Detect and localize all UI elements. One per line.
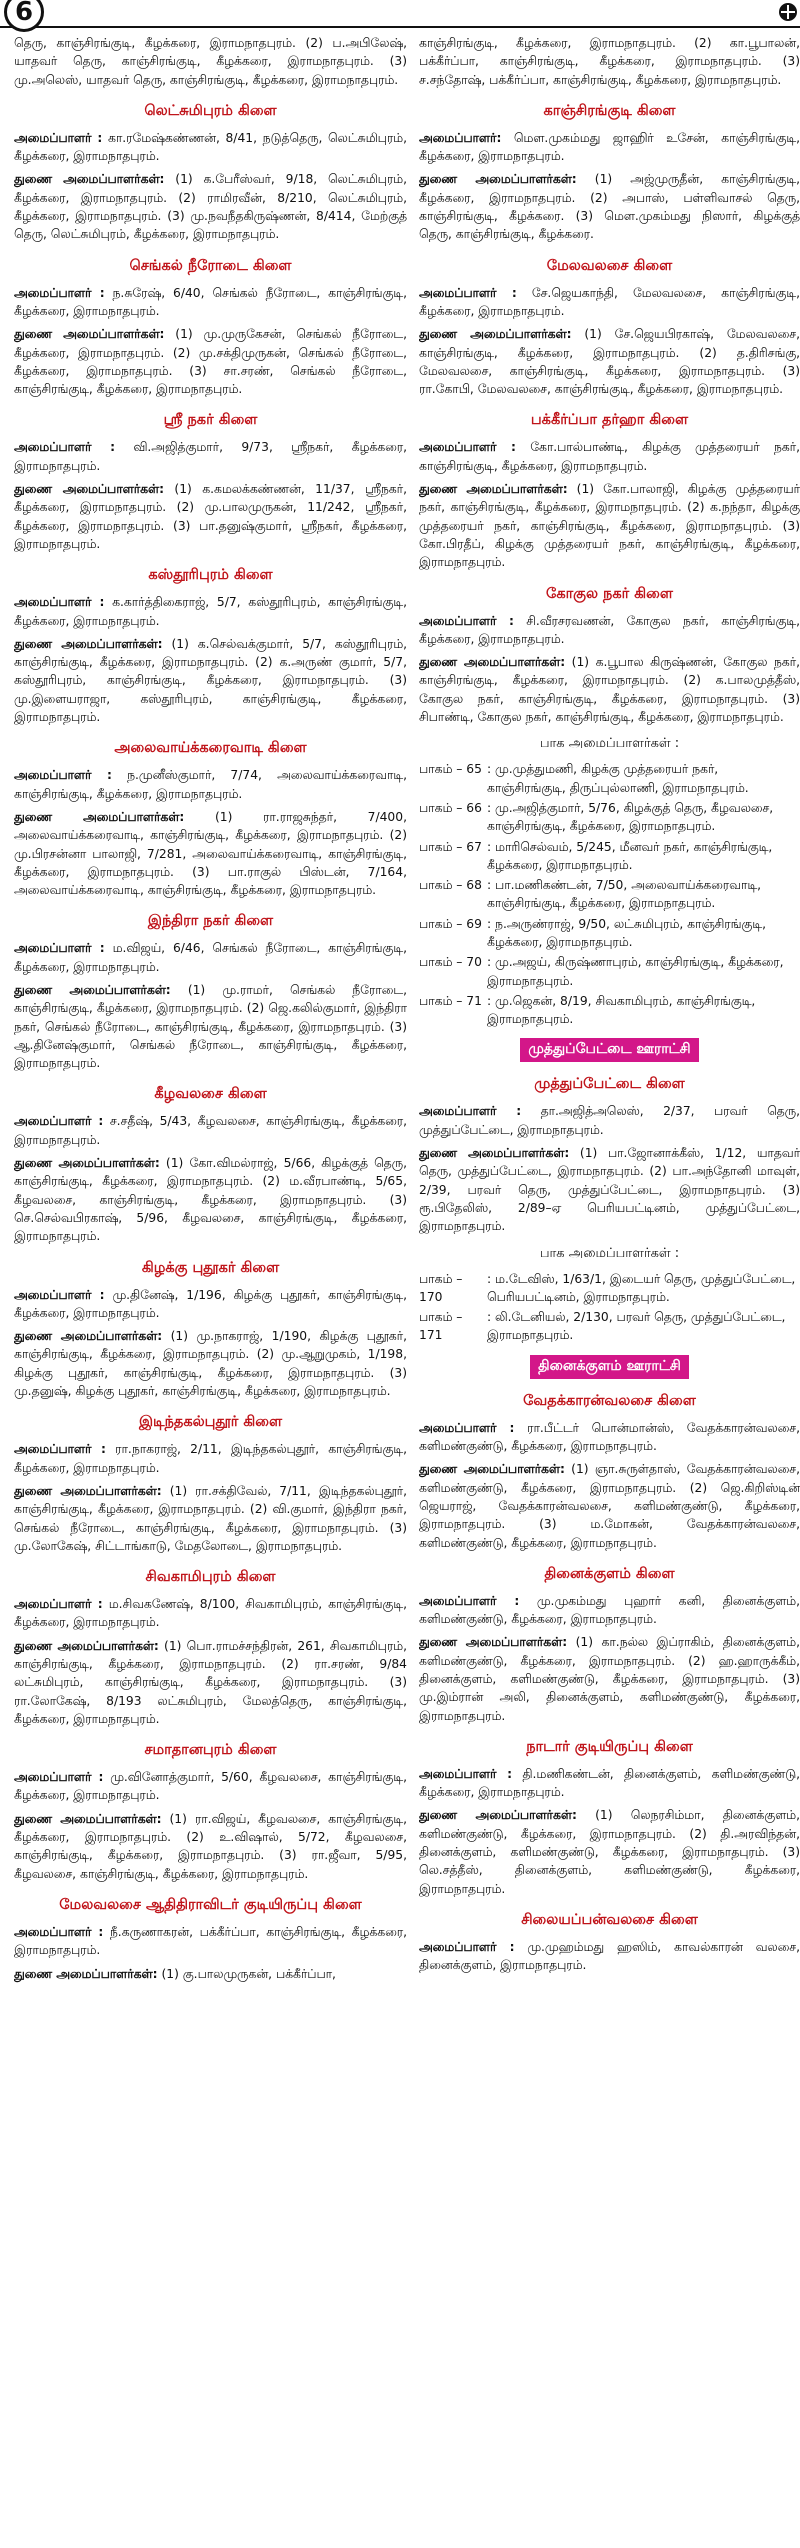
role-label: அமைப்பாளர் : [419, 613, 514, 628]
role-label: துணை அமைப்பாளர்கள்: [419, 1146, 570, 1161]
left-column [14, 34, 407, 2548]
member-text: ம.விஜய், 6/46, செங்கல் நீரோடை, காஞ்சிரங்குடி, கீழக்கரை, இராமநாதபுரம். [14, 941, 407, 974]
member-paragraph [419, 1938, 800, 1975]
member-text: (1) ரா.ராஜசுந்தர், 7/400, அலைவாய்க்கரைவாடி, காஞ்சிரங்குடி, கீழக்கரை, இராமநாதபுரம். (2) மு.பிரசன்னா பாலாஜி, 7/281, அலைவாய்க்கரைவாடி, காஞ்சிரங்குடி, கீழக்கரை, இராமநாதபுரம். (3) பா.ராகுல் பிஸ்டன், 7/164, அலைவாய்க்கரைவாடி, காஞ்சிரங்குடி, கீழக்கரை, இராமநாதபுரம். [14, 809, 407, 898]
member-text: (1) ஞா.சுருள்தாஸ், வேதக்காரன்வலசை, களிமண்குண்டு, கீழக்கரை, இராமநாதபுரம். (2) ஜெ.கிறிஸ்டின் ஜெயராஜ், வேதக்காரன்வலசை, களிமண்குண்டு, கீழக்கரை, இராமநாதபுரம். (3) ம.மோகன், வேதக்காரன்வலசை, களிமண்குண்டு, கீழக்கரை, இராமநாதபுரம். [419, 1462, 800, 1550]
member-text: ந.முனீஸ்குமார், 7/74, அலைவாய்க்கரைவாடி, காஞ்சிரங்குடி, கீழக்கரை, இராமநாதபுரம். [14, 768, 407, 801]
member-paragraph [419, 1460, 800, 1551]
member-text: மௌ.முகம்மது ஜாஹிர் உசேன், காஞ்சிரங்குடி, கீழக்கரை, இராமநாதபுரம். [419, 130, 800, 164]
page-number: 6 [4, 0, 44, 32]
member-paragraph [14, 808, 407, 899]
branch-heading: சிவகாமிபுரம் கிளை [145, 1569, 276, 1586]
member-paragraph [14, 1637, 407, 1728]
role-label: அமைப்பாளர் : [419, 1766, 513, 1781]
member-paragraph [14, 1286, 407, 1323]
booth-organizer: : ந.அருண்ராஜ், 9/50, லட்சுமிபுரம், காஞ்சிரங்குடி, கீழக்கரை, இராமநாதபுரம். [487, 916, 766, 949]
role-label: அமைப்பாளர் : [419, 1104, 522, 1119]
member-text: ரா.நாகராஜ், 2/11, இடிந்தகல்புதூர், காஞ்சிரங்குடி, கீழக்கரை, இராமநாதபுரம். [14, 1442, 407, 1475]
member-paragraph [14, 1595, 407, 1632]
booth-label: பாகம் – 170 [419, 1271, 463, 1304]
branch-heading: ஸ்ரீ நகர் கிளை [163, 412, 258, 429]
role-label: துணை அமைப்பாளர்கள்: [14, 636, 163, 651]
member-paragraph [14, 766, 407, 803]
booth-row [419, 876, 800, 913]
member-paragraph [419, 170, 800, 243]
page-header [0, 0, 800, 28]
panchayat-banner: முத்துப்பேட்டை ஊராட்சி [520, 1038, 698, 1062]
member-text: கா.ரமேஷ்கண்ணன், 8/41, நடுத்தெரு, லெட்சுமிபுரம், கீழக்கரை, இராமநாதபுரம். [14, 130, 407, 164]
member-text: (1) க.கமலக்கண்ணன், 11/37, ஸ்ரீநகர், கீழக்கரை, இராமநாதபுரம். (2) மு.பாலமுருகன், 11/242, ஸ்ரீநகர், கீழக்கரை, இராமநாதபுரம். (3) பா.தனுஷ்குமார், ஸ்ரீநகர், கீழக்கரை, இராமநாதபுரம். [14, 482, 407, 551]
booth-organizer: : லி.டேனியல், 2/130, பரவர் தெரு, முத்துப்பேட்டை, இராமநாதபுரம். [487, 1310, 786, 1343]
branch-heading: செங்கல் நீரோடை கிளை [129, 257, 292, 274]
role-label: அமைப்பாளர் : [14, 1287, 105, 1302]
member-paragraph [14, 593, 407, 630]
booth-row [419, 992, 800, 1029]
branch-heading: சமாதானபுரம் கிளை [144, 1742, 277, 1759]
member-paragraph [14, 480, 407, 553]
role-label: துணை அமைப்பாளர்கள்: [14, 1156, 160, 1171]
booth-label: பாகம் – 65 [419, 762, 482, 777]
member-text: (1) கு.பாலமுருகன், பக்கீர்ப்பா, [157, 1966, 336, 1981]
member-text: சே.ஜெயகாந்தி, மேலவலசை, காஞ்சிரங்குடி, கீழக்கரை, இராமநாதபுரம். [419, 285, 800, 318]
role-label: அமைப்பாளர் : [14, 595, 105, 610]
member-text: (1) பா.ஜோனாக்கீஸ், 1/12, யாதவர் தெரு, முத்துப்பேட்டை, இராமநாதபுரம். (2) பா.அந்தோனி மாவுள், 2/39, பரவர் தெரு, முத்துப்பேட்டை, இராமநாதபுரம். (3) ரூ.பிதேலிஸ், 2/89–ஏ பெரியபட்டினம், முத்துப்பேட்டை, இராமநாதபுரம். [419, 1146, 800, 1234]
booth-label: பாகம் – 70 [419, 955, 482, 970]
member-paragraph [14, 1965, 407, 1983]
booth-row [419, 915, 800, 952]
member-text: மு.தினேஷ், 1/196, கிழக்கு புதூகர், காஞ்சிரங்குடி, கீழக்கரை, இராமநாதபுரம். [14, 1287, 407, 1320]
role-label: அமைப்பாளர் : [14, 285, 105, 300]
member-paragraph [14, 325, 407, 398]
member-text: கோ.பால்பாண்டி, கிழக்கு முத்தரையர் நகர், காஞ்சிரங்குடி, கீழக்கரை, இராமநாதபுரம். [419, 440, 800, 473]
role-label: துணை அமைப்பாளர்கள்: [14, 1638, 159, 1653]
member-text: காஞ்சிரங்குடி, கீழக்கரை, இராமநாதபுரம். (2) கா.பூபாலன், பக்கீர்ப்பா, காஞ்சிரங்குடி, கீழக்கரை, இராமநாதபுரம். (3) ச.சந்தோஷ், பக்கீர்ப்பா, காஞ்சிரங்குடி, கீழக்கரை, இராமநாதபுரம். [419, 36, 800, 87]
booth-row [419, 953, 800, 990]
role-label: அமைப்பாளர் : [14, 1442, 106, 1457]
role-label: அமைப்பாளர் : [14, 130, 103, 145]
role-label: அமைப்பாளர் : [419, 1420, 515, 1435]
booth-organizer: : மாரிசெல்வம், 5/245, மீனவர் நகர், காஞ்சிரங்குடி, கீழக்கரை, இராமநாதபுரம். [487, 839, 773, 872]
booth-row [419, 760, 800, 797]
member-text: (1) கோ.பாலாஜி, கிழக்கு முத்தரையர் நகர், காஞ்சிரங்குடி, கீழக்கரை, இராமநாதபுரம். (2) க.நந்தா, கிழக்கு முத்தரையர் நகர், காஞ்சிரங்குடி, கீழக்கரை, இராமநாதபுரம். (3) கோ.பிரதீப், கிழக்கு முத்தரையர் நகர், காஞ்சிரங்குடி, கீழக்கரை, இராமநாதபுரம். [419, 482, 800, 570]
member-text: ச.சதீஷ், 5/43, கீழவலசை, காஞ்சிரங்குடி, கீழக்கரை, இராமநாதபுரம். [14, 1114, 407, 1147]
role-label: அமைப்பாளர் : [14, 1770, 104, 1785]
branch-heading: மேலவலசை கிளை [546, 257, 673, 274]
role-label: துணை அமைப்பாளர்கள்: [419, 172, 577, 187]
member-text: (1) மு.முருகேசன், செங்கல் நீரோடை, கீழக்கரை, இராமநாதபுரம். (2) மு.சக்திமுருகன், செங்கல் நீரோடை, கீழக்கரை, இராமநாதபுரம். (3) சா.சரண், செங்கல் நீரோடை, காஞ்சிரங்குடி, கீழக்கரை, இராமநாதபுரம். [14, 327, 407, 397]
member-text: (1) க.பேரீஸ்வர், 9/18, லெட்சுமிபுரம், கீழக்கரை, இராமநாதபுரம். (2) ராமிரவீன், 8/210, லெட்சுமிபுரம், கீழக்கரை, இராமநாதபுரம். (3) மு.நவநீதகிருஷ்ணன், 8/414, மேற்குத் தெரு, லெட்சுமிபுரம், கீழக்கரை, இராமநாதபுரம். [14, 172, 407, 242]
role-label: துணை அமைப்பாளர்கள்: [14, 1811, 162, 1826]
member-paragraph [14, 284, 407, 321]
panchayat-banner: தினைக்குளம் ஊராட்சி [530, 1355, 689, 1379]
branch-heading: கோகுல நகர் கிளை [546, 585, 673, 602]
branch-heading: கிழக்கு புதூகர் கிளை [141, 1259, 280, 1276]
member-text: மு.முகம்மது புஹார் கனி, தினைக்குளம், களிமண்குண்டு, கீழக்கரை, இராமநாதபுரம். [419, 1593, 800, 1627]
member-text: (1) ரா.சக்திவேல், 7/11, இடிந்தகல்புதூர், காஞ்சிரங்குடி, கீழக்கரை, இராமநாதபுரம். (2) வி.குமார், இந்திரா நகர், செங்கல் நீரோடை, காஞ்சிரங்குடி, கீழக்கரை, இராமநாதபுரம். (3) மு.லோகேஷ், சிட்டாங்காடு, மேதலோடை, இராமநாதபுரம். [14, 1483, 407, 1553]
member-text: க.கார்த்திகைராஜ், 5/7, கஸ்தூரிபுரம், காஞ்சிரங்குடி, கீழக்கரை, இராமநாதபுரம். [14, 595, 407, 628]
role-label: துணை அமைப்பாளர்கள்: [419, 482, 568, 497]
role-label: அமைப்பாளர் : [14, 1114, 104, 1129]
role-label: அமைப்பாளர் : [14, 768, 112, 783]
member-text: ந.சுரேஷ், 6/40, செங்கல் நீரோடை, காஞ்சிரங்குடி, கீழக்கரை, இராமநாதபுரம். [14, 285, 407, 318]
member-paragraph [419, 1765, 800, 1802]
branch-heading: வேதக்காரன்வலசை கிளை [523, 1392, 696, 1409]
role-label: அமைப்பாளர் : [14, 941, 105, 956]
role-label: அமைப்பாளர் : [419, 1939, 515, 1954]
branch-heading: முத்துப்பேட்டை கிளை [534, 1076, 685, 1093]
branch-heading: இடிந்தகல்புதூர் கிளை [138, 1414, 283, 1431]
role-label: துணை அமைப்பாளர்கள்: [14, 1329, 163, 1344]
member-text: (1) க.பூபால கிருஷ்ணன், கோகுல நகர், காஞ்சிரங்குடி, கீழக்கரை, இராமநாதபுரம். (2) க.பாலமுத்தீஸ், கோகுல நகர், காஞ்சிரங்குடி, கீழக்கரை, இராமநாதபுரம். (3) சிபாண்டி, கோகுல நகர், காஞ்சிரங்குடி, கீழக்கரை, இராமநாதபுரம். [419, 655, 800, 725]
member-paragraph [14, 129, 407, 166]
branch-heading: பக்கீர்ப்பா தர்ஹா கிளை [530, 412, 689, 429]
member-paragraph [14, 170, 407, 243]
booth-label: பாகம் – 67 [419, 839, 482, 854]
role-label: துணை அமைப்பாளர்கள்: [14, 982, 171, 997]
member-text: (1) கோ.விமல்ராஜ், 5/66, கிழக்குத் தெரு, காஞ்சிரங்குடி, கீழக்கரை, இராமநாதபுரம். (2) ம.வீரபாண்டி, 5/65, கீழவலசை, காஞ்சிரங்குடி, கீழக்கரை, இராமநாதபுரம். (3) செ.செல்வபிரகாஷ், 5/96, கீழவலசை, காஞ்சிரங்குடி, கீழக்கரை, இராமநாதபுரம். [14, 1156, 407, 1244]
member-paragraph [419, 325, 800, 398]
member-text: தா.அஜித்அலெஸ், 2/37, பரவர் தெரு, முத்துப்பேட்டை, இராமநாதபுரம். [419, 1104, 800, 1137]
member-text: (1) மு.ராமர், செங்கல் நீரோடை, காஞ்சிரங்குடி, கீழக்கரை, இராமநாதபுரம். (2) ஜெ.கலில்குமார், இந்திரா நகர், செங்கல் நீரோடை, காஞ்சிரங்குடி, கீழக்கரை, இராமநாதபுரம். (3) ஆ.தினேஷ்குமார், செங்கல் நீரோடை, காஞ்சிரங்குடி, கீழக்கரை, இராமநாதபுரம். [14, 982, 407, 1071]
member-paragraph [419, 612, 800, 649]
booth-label: பாகம் – 171 [419, 1310, 463, 1343]
booth-organizer: : மு.ஜெகன், 8/19, சிவகாமிபுரம், காஞ்சிரங்குடி, இராமநாதபுரம். [487, 993, 756, 1027]
member-paragraph [419, 284, 800, 321]
member-text: சி.வீரசரவணன், கோகுல நகர், காஞ்சிரங்குடி, கீழக்கரை, இராமநாதபுரம். [419, 613, 800, 646]
branch-heading: சிலையப்பன்வலசை கிளை [521, 1911, 698, 1928]
member-text: மு.வினோத்குமார், 5/60, கீழவலசை, காஞ்சிரங்குடி, கீழக்கரை, இராமநாதபுரம். [14, 1770, 407, 1803]
booth-label: பாகம் – 69 [419, 916, 482, 931]
member-text: மு.முஹம்மது ஹஸிம், காவல்காரன் வலசை, தினைக்குளம், இராமநாதபுரம். [419, 1939, 800, 1973]
booth-row [419, 838, 800, 875]
role-label: அமைப்பாளர் : [419, 1593, 520, 1608]
member-paragraph [14, 1327, 407, 1400]
member-text: ரா.பீட்டர் பொன்மான்ஸ், வேதக்காரன்வலசை, களிமண்குண்டு, கீழக்கரை, இராமநாதபுரம். [419, 1420, 800, 1454]
member-paragraph [14, 34, 407, 89]
role-label: அமைப்பாளர் : [14, 1597, 103, 1612]
member-paragraph [419, 1633, 800, 1724]
role-label: அமைப்பாளர்: [419, 130, 502, 145]
booth-row [419, 1270, 800, 1307]
role-label: துணை அமைப்பாளர்கள்: [14, 172, 165, 187]
member-text: (1) கா.நல்ல இப்ராகிம், தினைக்குளம், களிமண்குண்டு, கீழக்கரை, இராமநாதபுரம். (2) ஹ.ஹாருக்கீம், தினைக்குளம், களிமண்குண்டு, கீழக்கரை, இராமநாதபுரம். (3) மு.இம்ரான் அலி, தினைக்குளம், களிமண்குண்டு, கீழக்கரை, இராமநாதபுரம். [419, 1635, 800, 1723]
role-label: துணை அமைப்பாளர்கள்: [419, 1635, 568, 1650]
section-subheading: பாக அமைப்பாளர்கள் : [539, 736, 680, 752]
member-paragraph [419, 480, 800, 571]
role-label: அமைப்பாளர் : [419, 440, 516, 455]
member-text: (1) ரா.விஜய், கீழவலசை, காஞ்சிரங்குடி, கீழக்கரை, இராமநாதபுரம். (2) உ.விஷால், 5/72, கீழவலசை, காஞ்சிரங்குடி, கீழக்கரை, இராமநாதபுரம். (3) ரா.ஜீவா, 5/95, கீழவலசை, காஞ்சிரங்குடி, கீழக்கரை, இராமநாதபுரம். [14, 1811, 407, 1881]
member-paragraph [419, 1144, 800, 1235]
member-text: ம.சிவகணேஷ், 8/100, சிவகாமிபுரம், காஞ்சிரங்குடி, கீழக்கரை, இராமநாதபுரம். [14, 1597, 407, 1630]
role-label: அமைப்பாளர் : [14, 1924, 104, 1939]
role-label: துணை அமைப்பாளர்கள்: [14, 482, 165, 497]
branch-heading: தினைக்குளம் கிளை [544, 1565, 675, 1582]
member-paragraph [14, 939, 407, 976]
branch-heading: அலைவாய்க்கரைவாடி கிளை [114, 740, 307, 757]
member-text: (1) க.செல்வக்குமார், 5/7, கஸ்தூரிபுரம், காஞ்சிரங்குடி, கீழக்கரை, இராமநாதபுரம். (2) க.அருண் குமார், 5/7, கஸ்தூரிபுரம், காஞ்சிரங்குடி, கீழக்கரை, இராமநாதபுரம். (3) மு.இளையராஜா, கஸ்தூரிபுரம், காஞ்சிரங்குடி, கீழக்கரை, இராமநாதபுரம். [14, 636, 407, 725]
section-subheading: பாக அமைப்பாளர்கள் : [539, 1245, 680, 1261]
booth-row [419, 799, 800, 836]
role-label: துணை அமைப்பாளர்கள்: [14, 1483, 162, 1498]
member-paragraph [14, 1810, 407, 1883]
member-paragraph [14, 981, 407, 1072]
role-label: துணை அமைப்பாளர்கள்: [419, 1808, 577, 1823]
role-label: துணை அமைப்பாளர்கள்: [14, 327, 165, 342]
role-label: துணை அமைப்பாளர்கள்: [14, 809, 185, 824]
member-text: நீ.கருணாகரன், பக்கீர்ப்பா, காஞ்சிரங்குடி, கீழக்கரை, இராமநாதபுரம். [14, 1924, 407, 1958]
role-label: துணை அமைப்பாளர்கள்: [419, 327, 572, 342]
member-paragraph [419, 1806, 800, 1897]
branch-heading: கீழவலசை கிளை [154, 1086, 267, 1103]
branch-heading: காஞ்சிரங்குடி கிளை [543, 102, 676, 119]
member-paragraph [419, 1102, 800, 1139]
member-paragraph [419, 129, 800, 166]
member-text: தி.மணிகண்டன், தினைக்குளம், களிமண்குண்டு, கீழக்கரை, இராமநாதபுரம். [419, 1766, 800, 1800]
member-paragraph [14, 1154, 407, 1245]
booth-organizer: : ம.டேவிஸ், 1/63/1, இடையர் தெரு, முத்துப்பேட்டை, பெரியபட்டினம், இராமநாதபுரம். [487, 1271, 796, 1304]
member-text: தெரு, காஞ்சிரங்குடி, கீழக்கரை, இராமநாதபுரம். (2) ப.அபிலேஷ், யாதவர் தெரு, காஞ்சிரங்குடி, கீழக்கரை, இராமநாதபுரம். (3) மு.அலெஸ், யாதவர் தெரு, காஞ்சிரங்குடி, கீழக்கரை, இராமநாதபுரம். [14, 36, 407, 87]
right-column [419, 34, 800, 2548]
branch-heading: லெட்சுமிபுரம் கிளை [144, 102, 277, 119]
member-text: (1) சே.ஜெயபிரகாஷ், மேலவலசை, காஞ்சிரங்குடி, கீழக்கரை, இராமநாதபுரம். (2) த.திரிசங்கு, மேலவலசை, காஞ்சிரங்குடி, கீழக்கரை, இராமநாதபுரம். (3) ரா.கோபி, மேலவலசை, காஞ்சிரங்குடி, கீழக்கரை, இராமநாதபுரம். [419, 327, 800, 397]
article-columns [14, 34, 800, 2548]
role-label: அமைப்பாளர் : [419, 285, 517, 300]
booth-organizer: : மு.முத்துமணி, கிழக்கு முத்தரையர் நகர், காஞ்சிரங்குடி, திருப்புல்லாணி, இராமநாதபுரம். [487, 762, 749, 795]
branch-heading: கஸ்தூரிபுரம் கிளை [148, 567, 273, 584]
member-text: (1) லெநரசிம்மா, தினைக்குளம், களிமண்குண்டு, கீழக்கரை, இராமநாதபுரம். (2) தி.அரவிந்தன், தினைக்குளம், களிமண்குண்டு, கீழக்கரை, இராமநாதபுரம். (3) லெ.சத்தீஸ், தினைக்குளம், களிமண்குண்டு, கீழக்கரை, இராமநாதபுரம். [419, 1808, 800, 1896]
member-text: வி.அஜித்குமார், 9/73, ஸ்ரீநகர், கீழக்கரை, இராமநாதபுரம். [14, 440, 407, 473]
booth-label: பாகம் – 66 [419, 800, 482, 815]
member-text: (1) அஜ்முருதீன், காஞ்சிரங்குடி, கீழக்கரை, இராமநாதபுரம். (2) அபாஸ், பள்ளிவாசல் தெரு, காஞ்சிரங்குடி, கீழக்கரை. (3) மௌ.முகம்மது நிஸார், கிழக்குத் தெரு, காஞ்சிரங்குடி, கீழக்கரை. [419, 172, 800, 242]
role-label: துணை அமைப்பாளர்கள்: [14, 1966, 158, 1981]
role-label: துணை அமைப்பாளர்கள்: [419, 1462, 565, 1477]
member-text: (1) பொ.ராமச்சந்திரன், 261, சிவகாமிபுரம், காஞ்சிரங்குடி, கீழக்கரை, இராமநாதபுரம். (2) ரா.சரண், 9/84 லட்சுமிபுரம், காஞ்சிரங்குடி, கீழக்கரை, இராமநாதபுரம். (3) ரா.லோகேஷ், 8/193 லட்சுமிபுரம், மேலத்தெரு, காஞ்சிரங்குடி, கீழக்கரை, இராமநாதபுரம். [14, 1638, 407, 1726]
branch-heading: நாடார் குடியிருப்பு கிளை [526, 1738, 693, 1755]
member-paragraph [419, 653, 800, 726]
party-emblem-icon [776, 0, 800, 22]
booth-organizer: : மு.அஜய், கிருஷ்ணாபுரம், காஞ்சிரங்குடி, கீழக்கரை, இராமநாதபுரம். [487, 955, 784, 988]
booth-organizer: : மு.அஜித்குமார், 5/76, கிழக்குத் தெரு, கீழவலசை, காஞ்சிரங்குடி, கீழக்கரை, இராமநாதபுரம். [487, 800, 774, 834]
booth-organizer: : பா.மணிகண்டன், 7/50, அலைவாய்க்கரைவாடி, காஞ்சிரங்குடி, கீழக்கரை, இராமநாதபுரம். [487, 878, 762, 911]
member-paragraph [14, 635, 407, 726]
branch-heading: இந்திரா நகர் கிளை [147, 913, 274, 930]
member-paragraph [419, 34, 800, 89]
member-paragraph [14, 1768, 407, 1805]
member-paragraph [14, 1112, 407, 1149]
role-label: அமைப்பாளர் : [14, 440, 116, 455]
role-label: துணை அமைப்பாளர்கள்: [419, 655, 566, 670]
booth-row [419, 1308, 800, 1345]
member-paragraph [419, 438, 800, 475]
member-paragraph [14, 1482, 407, 1555]
member-paragraph [419, 1592, 800, 1629]
member-paragraph [14, 1923, 407, 1960]
branch-heading: மேலவலசை ஆதிதிராவிடர் குடியிருப்பு கிளை [59, 1896, 362, 1913]
booth-label: பாகம் – 71 [419, 993, 482, 1008]
member-paragraph [14, 438, 407, 475]
booth-label: பாகம் – 68 [419, 878, 482, 893]
member-paragraph [419, 1419, 800, 1456]
member-text: (1) மு.நாகராஜ், 1/190, கிழக்கு புதூகர், காஞ்சிரங்குடி, கீழக்கரை, இராமநாதபுரம். (2) மு.ஆறுமுகம், 1/198, கிழக்கு புதூகர், காஞ்சிரங்குடி, கீழக்கரை, இராமநாதபுரம். (3) மு.தனுஷ், கிழக்கு புதூகர், காஞ்சிரங்குடி, கீழக்கரை, இராமநாதபுரம். [14, 1329, 407, 1399]
member-paragraph [14, 1440, 407, 1477]
